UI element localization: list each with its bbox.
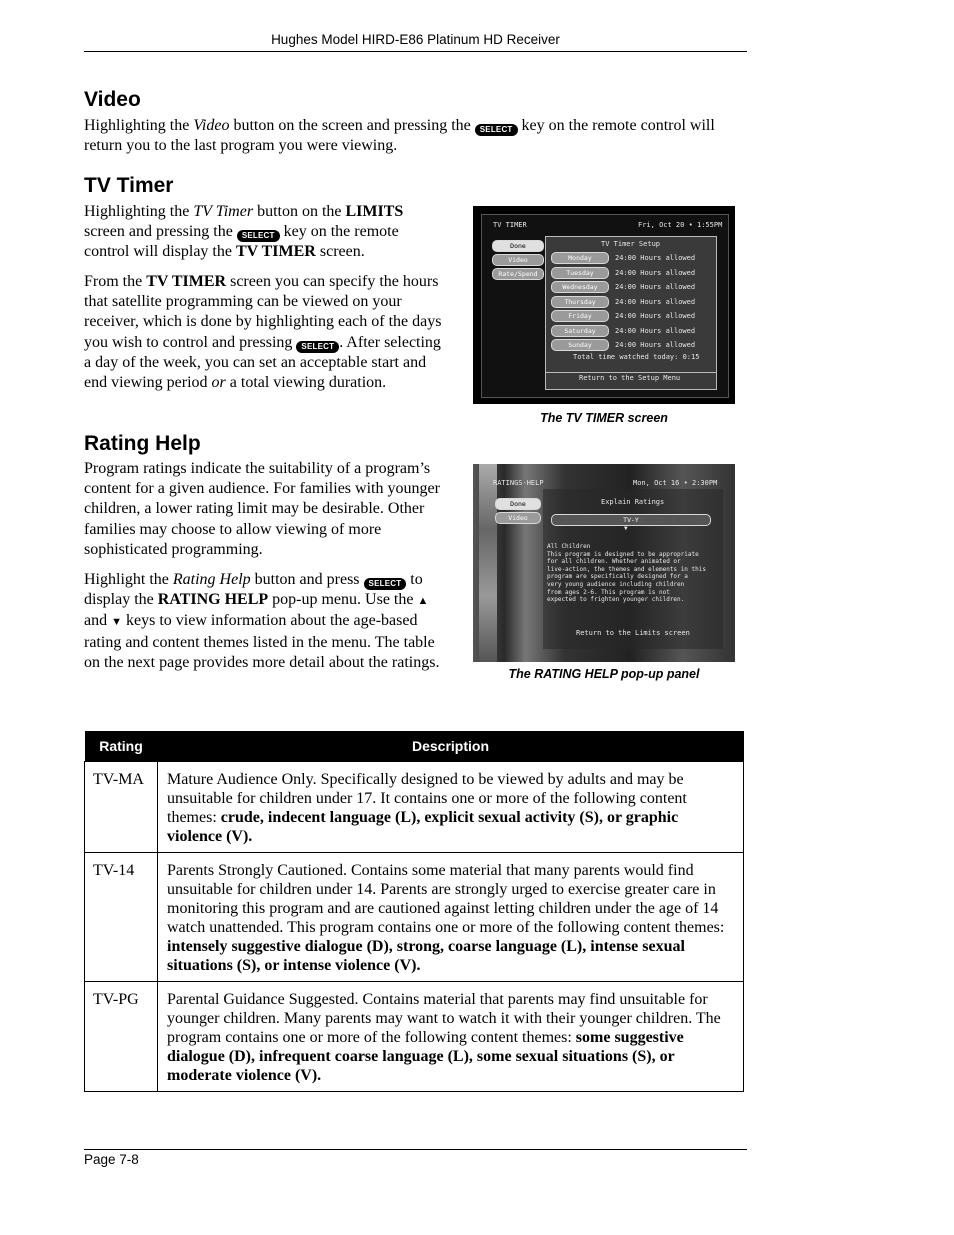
video-button[interactable]: Video xyxy=(492,254,544,266)
content-themes: crude, indecent language (L), explicit sexual activity (S), or graphic violence (V). xyxy=(167,809,679,845)
day-button[interactable]: Wednesday xyxy=(551,281,609,293)
description-cell xyxy=(158,982,744,1092)
select-key-icon: SELECT xyxy=(364,578,407,590)
day-allowance: 24:00 Hours allowed xyxy=(615,297,696,306)
return-label: Return to the Limits screen xyxy=(576,629,690,637)
video-heading: Video xyxy=(84,88,141,111)
tv-timer-caption: The TV TIMER screen xyxy=(540,411,668,425)
rating-cell: TV-PG xyxy=(85,982,158,1092)
description-cell xyxy=(158,853,744,982)
description-line: for all children. Whether animated or xyxy=(547,558,681,566)
page-number: Page 7-8 xyxy=(84,1152,139,1167)
description-line: This program is designed to be appropriate xyxy=(547,550,699,558)
video-paragraph: Highlighting the Video button on the screen and pressing the SELECT key on the remote control will return you to the last program you were viewing. xyxy=(84,117,715,155)
description-text: Parental Guidance Suggested. Contains material that parents may find unsuitable for younger children. Many parents may want to watch it with their younger children. The program contains one or more of the following content themes: xyxy=(167,991,721,1046)
rating-cell: TV-MA xyxy=(85,762,158,853)
rating-column-header: Rating xyxy=(85,731,158,762)
screen-title: TV TIMER xyxy=(493,221,527,229)
tv-timer-paragraph-1: Highlighting the TV Timer button on the LIMITS screen and pressing the SELECT key on the remote control will display the TV TIMER screen. xyxy=(84,203,404,261)
description-column-header: Description xyxy=(158,731,744,762)
screen-datetime: Mon, Oct 16 • 2:30PM xyxy=(633,479,718,487)
rating-cell: TV-14 xyxy=(85,853,158,982)
tree-trunk-image xyxy=(479,464,497,662)
total-watched: Total time watched today: 0:15 xyxy=(573,353,700,361)
panel-title: Explain Ratings xyxy=(601,498,665,506)
rating-help-paragraph-2: Highlight the Rating Help button and press SELECT to display the RATING HELP pop-up menu. Use the ▲ and ▼ keys to view information about the age-based rating and content themes listed in the menu. The table on the next page provides more detail about the ratings. xyxy=(84,571,440,671)
screen-title: RATINGS-HELP xyxy=(493,479,544,487)
table-row xyxy=(85,982,744,1092)
day-button[interactable]: Monday xyxy=(551,252,609,264)
day-button[interactable]: Thursday xyxy=(551,296,609,308)
table-body xyxy=(85,762,744,1092)
day-allowance: 24:00 Hours allowed xyxy=(615,268,696,277)
day-allowance: 24:00 Hours allowed xyxy=(615,312,696,320)
description-line: live-action, the themes and elements in this xyxy=(547,565,706,573)
day-allowance: 24:00 Hours allowed xyxy=(615,283,696,291)
description-line: All Children xyxy=(547,543,591,550)
down-arrow-icon: ▼ xyxy=(111,616,122,629)
day-button[interactable]: Sunday xyxy=(551,339,609,351)
select-key-icon: SELECT xyxy=(237,230,280,242)
screen-datetime: Fri, Oct 20 • 1:55PM xyxy=(638,221,723,229)
description-line: from ages 2-6. This program is not xyxy=(547,588,670,596)
description-text: Mature Audience Only. Specifically designed to be viewed by adults and may be unsuitable for children under 17. It contains one or more of the following content themes: xyxy=(167,771,687,826)
select-key-icon: SELECT xyxy=(296,341,339,353)
day-allowance: 24:00 Hours allowed xyxy=(615,254,696,262)
done-button[interactable]: Done xyxy=(492,240,544,252)
return-label: Return to the Setup Menu xyxy=(579,374,681,382)
day-button[interactable]: Tuesday xyxy=(551,267,609,279)
done-button[interactable]: Done xyxy=(495,498,541,510)
rate-spend-button[interactable]: Rate/Spend xyxy=(492,268,544,280)
chevron-down-icon: ▼ xyxy=(624,525,628,532)
day-allowance: 24:00 Hours allowed xyxy=(615,326,696,335)
table-row xyxy=(85,853,744,982)
description-line: expected to frighten younger children. xyxy=(547,596,685,604)
description-text: Parents Strongly Cautioned. Contains some material that many parents would find unsuitable for children under 14. Parents are strongly urged to exercise greater care in monitoring this program and are cautioned against letting children under the age of 14 watch unattended. This program contains one or more of the following content themes: xyxy=(167,862,725,936)
rating-help-screenshot xyxy=(473,464,735,662)
rating-help-paragraph-1: Program ratings indicate the suitability of a program’s content for a given audience. For families with younger children, a lower rating limit may be desirable. Other families may choose to allow viewing of more sophisticated programming. xyxy=(84,460,440,558)
content-themes: intensely suggestive dialogue (D), strong, coarse language (L), intense sexual situations (S), or intense violence (V). xyxy=(167,938,685,974)
description-line: very young audience including children xyxy=(547,581,685,588)
up-arrow-icon: ▲ xyxy=(417,595,429,608)
rating-help-caption: The RATING HELP pop-up panel xyxy=(508,667,700,681)
day-allowance: 24:00 Hours allowed xyxy=(615,341,696,349)
description-cell xyxy=(158,762,744,853)
header-rule xyxy=(84,51,747,52)
select-key-icon: SELECT xyxy=(475,124,518,136)
ratings-table xyxy=(84,731,744,1092)
day-button[interactable]: Saturday xyxy=(551,325,609,337)
content-themes: some suggestive dialogue (D), infrequent coarse language (L), some sexual situations (S), or moderate violence (V). xyxy=(167,1029,684,1084)
rating-selector[interactable]: TV-Y xyxy=(551,514,711,526)
rating-help-heading: Rating Help xyxy=(84,432,201,455)
table-header-row xyxy=(85,731,744,762)
footer-rule xyxy=(84,1149,747,1150)
description-line: program are specifically designed for a xyxy=(547,573,688,581)
running-header: Hughes Model HIRD-E86 Platinum HD Receiver xyxy=(271,32,560,47)
table-row xyxy=(85,762,744,853)
day-button[interactable]: Friday xyxy=(551,310,609,322)
tv-timer-heading: TV Timer xyxy=(84,174,174,197)
tv-timer-screenshot xyxy=(473,206,735,404)
tv-timer-paragraph-2: From the TV TIMER screen you can specify the hours that satellite programming can be viewed on your receiver, which is done by highlighting each of the days you wish to control and pressing SELECT . After selecting a day of the week, you can set an acceptable start and end viewing period or a total viewing duration. xyxy=(84,273,442,392)
panel-title: TV Timer Setup xyxy=(601,240,661,248)
video-button[interactable]: Video xyxy=(495,512,541,524)
